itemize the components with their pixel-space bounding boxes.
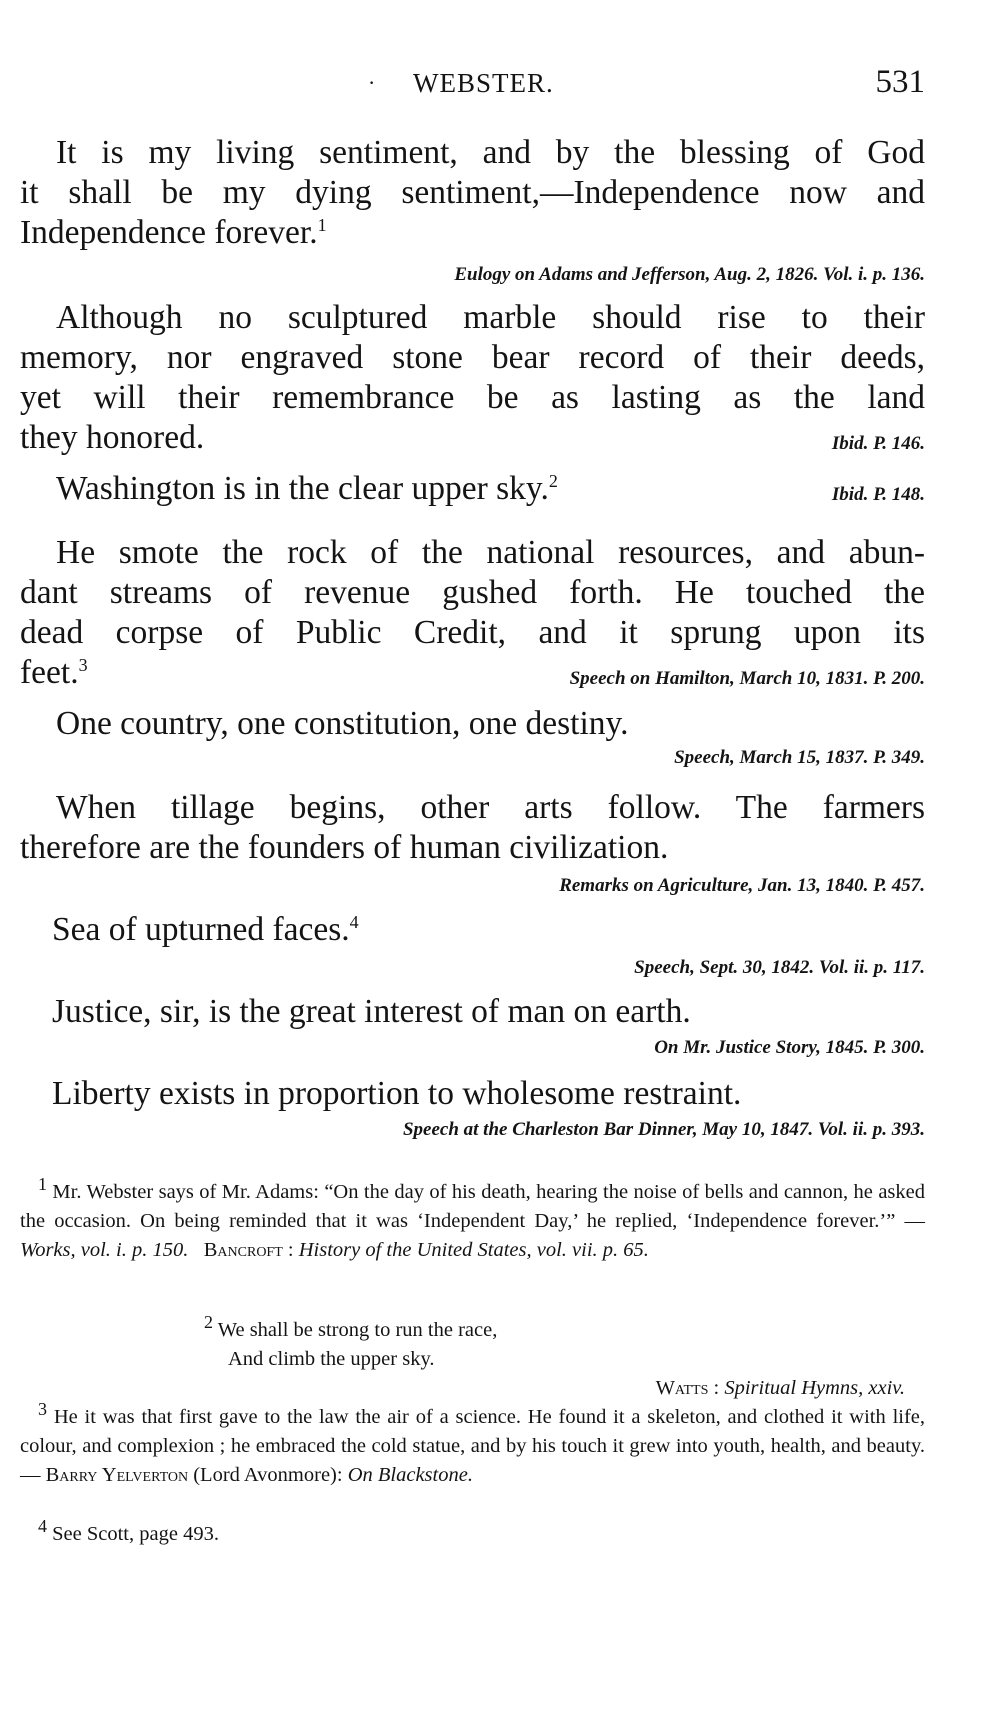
footnote-ref: 2 [548, 470, 558, 491]
quote-line: It is my living sentiment, and by the blessing of God [56, 134, 925, 171]
footnote-mark: 4 [38, 1516, 47, 1537]
quote-justice [20, 992, 925, 1068]
footnote-ref-italic: Works, vol. i. p. 150. [20, 1239, 189, 1261]
quote-line: Although no sculptured marble should rise to their [56, 299, 925, 336]
footnote-author: Watts [655, 1377, 709, 1399]
quote-line: Liberty exists in proportion to wholesome restraint. [52, 1075, 742, 1112]
footnote-ref: 1 [317, 214, 327, 235]
footnote-text: He it was that first gave to the law the air of a science. He found it a skeleton, and clothed it with life, colour, and complexion ; he embraced the cold statue, and by his touch it grew into youth, health, and beauty. — [20, 1406, 926, 1486]
quote-line: Washington is in the clear upper sky.$^2$ Ibid. P. 148. [20, 469, 925, 509]
quote-independence [20, 133, 925, 295]
quote-line: Sea of upturned faces.$^4$ [52, 911, 359, 948]
footnote-4 [20, 1516, 925, 1549]
quote-line: One country, one constitution, one destiny. [56, 705, 629, 742]
quote-line: He smote the rock of the national resources, and abun- [56, 534, 925, 571]
quote-line: memory, nor engraved stone bear record of their deeds, [20, 339, 925, 376]
footnote-work: Spiritual Hymns, xxiv. [724, 1377, 905, 1399]
citation: Speech at the Charleston Bar Dinner, May 10, 1847. Vol. ii. p. 393. [402, 1119, 925, 1140]
quote-tillage [20, 788, 925, 906]
citation: Ibid. P. 146. [831, 433, 925, 454]
page-number: 531 [875, 64, 925, 100]
quote-one-country [20, 704, 925, 778]
citation: Speech, Sept. 30, 1842. Vol. ii. p. 117. [634, 957, 925, 978]
quote-line: Independence forever.$^1$ [20, 214, 327, 251]
verse-line: And climb the upper sky. [228, 1348, 435, 1370]
citation: Ibid. P. 148. [831, 484, 925, 505]
quote-upturned-faces [20, 910, 925, 988]
running-title: WEBSTER. [413, 68, 554, 98]
footnote-author: Barry Yelverton [45, 1464, 189, 1486]
footnote-mark: 3 [38, 1399, 47, 1420]
quote-line: dant streams of revenue gushed forth. He touched the [20, 574, 925, 611]
quote-line: they honored. Ibid. P. 146. [20, 418, 925, 458]
verse-line: We shall be strong to run the race, [217, 1319, 498, 1341]
header-dot: · [368, 70, 376, 95]
footnote-1: $^1$ Mr. Webster says of Mr. Adams: “On the day of his death, hearing the noise of bells and cannon, he asked the occasion. On being reminded that it was ‘Independent Day,’ he replied, ‘Independence forever.’” — Works, vol. i. p. 150. Bancroft : History of the United States, vol. vii. p. 65. [20, 1174, 926, 1261]
citation: Speech on Hamilton, March 10, 1831. P. 200. [569, 668, 925, 689]
footnote-2: $^2$ We shall be strong to run the race, And climb the upper sky. Watts : Spiritual Hymns, xxiv. [204, 1312, 905, 1399]
footnote-ref: 3 [78, 654, 88, 675]
quote-line: yet will their remembrance be as lasting as the land [20, 379, 925, 416]
quote-remembrance [20, 298, 925, 464]
footnote-text: Mr. Webster says of Mr. Adams: “On the day of his death, hearing the noise of bells and cannon, he asked the occasion. On being reminded that it was ‘Independent Day,’ he replied, ‘Independence forever.’” — [20, 1181, 926, 1232]
footnote-work: History of the United States, vol. vii. p. 65. [298, 1239, 649, 1261]
footnote-mark: 2 [204, 1312, 213, 1333]
footnote-work: On Blackstone. [347, 1464, 473, 1486]
quote-line: therefore are the founders of human civilization. [20, 829, 669, 866]
quote-line: Justice, sir, is the great interest of man on earth. [52, 993, 691, 1030]
citation: On Mr. Justice Story, 1845. P. 300. [654, 1037, 925, 1058]
quote-public-credit [20, 533, 925, 699]
footnote-text: See Scott, page 493. [52, 1523, 219, 1545]
citation: Speech, March 15, 1837. P. 349. [674, 747, 925, 768]
citation: Remarks on Agriculture, Jan. 13, 1840. P. 457. [559, 875, 925, 896]
quote-line: it shall be my dying sentiment,—Independence now and [20, 174, 925, 211]
quote-line: When tillage begins, other arts follow. The farmers [56, 789, 925, 826]
running-header [20, 66, 925, 106]
quote-washington [20, 469, 925, 515]
footnote-3: $^3$ He it was that first gave to the law the air of a science. He found it a skeleton, and clothed it with life, colour, and complexion ; he embraced the cold statue, and by his touch it grew into youth, health, and beauty. — Barry Yelverton (Lord Avonmore): On Blackstone. [20, 1399, 926, 1486]
citation: Eulogy on Adams and Jefferson, Aug. 2, 1826. Vol. i. p. 136. [454, 264, 925, 285]
quote-line: dead corpse of Public Credit, and it sprung upon its [20, 614, 925, 651]
footnote-author: Bancroft [203, 1239, 283, 1261]
footnote-ref: 4 [349, 911, 359, 932]
footnote-mark: 1 [38, 1174, 47, 1195]
quote-line: feet.$^3$ Speech on Hamilton, March 10, 1831. P. 200. [20, 653, 925, 693]
quote-liberty [20, 1074, 925, 1150]
